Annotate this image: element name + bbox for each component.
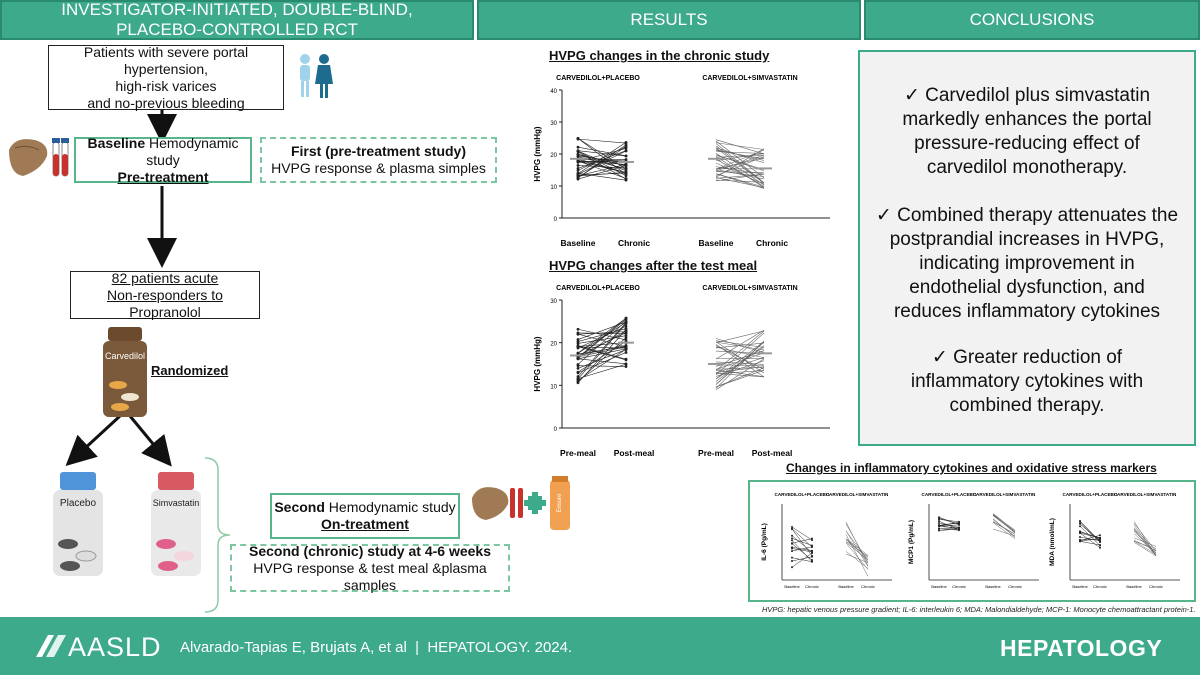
patient-point — [577, 169, 580, 172]
y-tick-label: 30 — [550, 121, 557, 127]
pretreatment-label: Pre-treatment — [117, 168, 209, 185]
patient-line — [716, 330, 764, 359]
patient-point — [791, 546, 793, 548]
journal-name: HEPATOLOGY — [1000, 635, 1163, 661]
x-tick-label: Baseline — [1126, 584, 1142, 589]
patient-point — [938, 528, 940, 530]
patient-point — [577, 149, 580, 152]
first-study-title: First (pre-treatment study) — [290, 143, 467, 159]
patient-point — [1079, 525, 1081, 527]
x-tick-label: Baseline — [838, 584, 854, 589]
x-tick-label: Chronic — [617, 238, 651, 248]
panel-label: CARVEDILOL+SIMVASTATIN — [825, 492, 889, 497]
second-chronic-box — [230, 544, 510, 592]
patient-point — [625, 362, 628, 365]
x-tick-label: Chronic — [1149, 584, 1163, 589]
patient-line — [1134, 529, 1156, 554]
patient-point — [811, 556, 813, 558]
patient-point — [1099, 547, 1101, 549]
patients-line-3: and no-previous bleeding — [87, 94, 245, 111]
chronic-chart-title: HVPG changes in the chronic study — [549, 48, 770, 63]
patients-people-icon — [295, 52, 335, 100]
panel-label: CARVEDILOL+PLACEBO — [774, 492, 830, 497]
simvastatin-label: Simvastatin — [152, 498, 200, 508]
x-tick-label: Baseline — [698, 238, 734, 248]
nonresponders-line-1: 82 patients acute — [111, 269, 219, 286]
patient-point — [577, 344, 580, 347]
y-axis-title: IL-6 (Pg/mL) — [761, 523, 768, 561]
patient-point — [1079, 521, 1081, 523]
chronic-study-chart — [530, 68, 850, 253]
patient-line — [1134, 525, 1156, 556]
patient-point — [577, 160, 580, 163]
patient-point — [577, 364, 580, 367]
simvastatin-bottle-icon — [148, 470, 204, 578]
nonresponders-box — [70, 271, 260, 319]
patients-box — [48, 45, 284, 110]
patient-point — [577, 174, 580, 177]
patient-line — [846, 542, 868, 559]
patient-point — [625, 358, 628, 361]
patient-line — [716, 353, 764, 370]
x-tick-label: Chronic — [1008, 584, 1022, 589]
patient-point — [577, 155, 580, 158]
patient-point — [791, 566, 793, 568]
panel-label: CARVEDILOL+PLACEBO — [556, 75, 640, 82]
patient-point — [1079, 523, 1081, 525]
x-tick-label: Baseline — [1072, 584, 1088, 589]
patient-point — [811, 538, 813, 540]
placebo-label: Placebo — [59, 498, 97, 509]
patient-point — [625, 155, 628, 158]
patient-point — [791, 539, 793, 541]
x-tick-label: Chronic — [1093, 584, 1107, 589]
patient-point — [625, 348, 628, 351]
mda-chart — [1046, 488, 1186, 598]
y-tick-label: 10 — [550, 185, 557, 191]
y-axis-title: MDA (nmol/mL) — [1049, 518, 1056, 566]
patient-point — [938, 522, 940, 524]
patient-point — [1099, 545, 1101, 547]
panel-label: CARVEDILOL+SIMVASTATIN — [702, 285, 798, 292]
second-chronic-title: Second (chronic) study at 4-6 weeks — [249, 542, 491, 559]
patient-point — [625, 150, 628, 153]
patient-point — [577, 340, 580, 343]
randomized-label: Randomized — [151, 363, 229, 378]
patient-point — [1099, 538, 1101, 540]
carvedilol-bottle-icon — [100, 325, 150, 420]
patient-line — [1080, 541, 1100, 545]
patient-point — [577, 328, 580, 331]
conclusion-3: ✓ Greater reduction of inflammatory cytokines with combined therapy. — [910, 347, 1144, 416]
x-tick-label: Pre-meal — [698, 448, 734, 458]
x-tick-label: Chronic — [861, 584, 875, 589]
patient-point — [577, 371, 580, 374]
patient-point — [791, 550, 793, 552]
patient-point — [958, 522, 960, 524]
patient-point — [1079, 530, 1081, 532]
panel-label: CARVEDILOL+SIMVASTATIN — [1113, 492, 1177, 497]
patient-point — [625, 172, 628, 175]
patient-point — [791, 535, 793, 537]
patient-point — [625, 344, 628, 347]
patient-point — [938, 516, 940, 518]
patient-point — [1079, 536, 1081, 538]
patient-point — [577, 153, 580, 156]
patient-point — [791, 526, 793, 528]
y-axis-title: HVPG (mmHg) — [533, 126, 542, 182]
mcp1-chart — [905, 488, 1045, 598]
y-tick-label: 10 — [550, 384, 557, 391]
patient-point — [625, 365, 628, 368]
patient-point — [577, 333, 580, 336]
panel-label: CARVEDILOL+PLACEBO — [556, 285, 640, 292]
x-tick-label: Chronic — [805, 584, 819, 589]
patient-line — [578, 138, 626, 169]
patient-point — [938, 520, 940, 522]
second-study-box — [270, 493, 460, 539]
patients-line-2: high-risk varices — [115, 77, 217, 94]
patient-line — [578, 139, 626, 143]
patient-point — [625, 177, 628, 180]
panel-label: CARVEDILOL+PLACEBO — [1062, 492, 1118, 497]
x-tick-label: Baseline — [985, 584, 1001, 589]
baseline-bold-label: Baseline — [87, 134, 146, 151]
patient-point — [577, 146, 580, 149]
cytokines-title: Changes in inflammatory cytokines and oxidative stress markers — [786, 461, 1157, 475]
first-study-box — [260, 137, 497, 183]
patient-point — [625, 317, 628, 320]
footer-bar — [0, 617, 1200, 675]
ensure-label: Ensure — [557, 493, 563, 513]
patient-point — [938, 526, 940, 528]
il6-chart — [758, 488, 898, 598]
panel-label: CARVEDILOL+SIMVASTATIN — [702, 75, 798, 82]
patient-point — [625, 330, 628, 333]
ontreatment-label: On-treatment — [321, 516, 409, 532]
second-bold-label: Second — [274, 499, 325, 515]
y-tick-label: 30 — [550, 299, 557, 305]
patient-point — [958, 524, 960, 526]
carvedilol-label: Carvedilol — [104, 351, 146, 361]
patient-point — [938, 518, 940, 520]
conclusions-panel — [858, 50, 1196, 446]
x-tick-label: Baseline — [931, 584, 947, 589]
x-tick-label: Pre-meal — [560, 448, 596, 458]
nonresponders-line-2: Non-responders to Propranolol — [107, 286, 223, 320]
y-tick-label: 0 — [553, 427, 557, 433]
baseline-study-box — [74, 134, 252, 185]
patient-point — [625, 351, 628, 354]
patient-point — [625, 321, 628, 324]
patient-point — [958, 529, 960, 531]
patient-point — [577, 379, 580, 382]
conclusions-header-label: CONCLUSIONS — [969, 10, 1095, 29]
patient-point — [1099, 534, 1101, 536]
patient-point — [577, 137, 580, 140]
patient-line — [1080, 539, 1100, 540]
patient-line — [716, 143, 764, 150]
first-study-subtitle: HVPG response & plasma simples — [271, 160, 486, 176]
conclusion-2: ✓ Combined therapy attenuates the postprandial increases in HVPG, indicating improvement in endothelial dysfunction, and reduces inflammatory cytokines — [875, 205, 1179, 322]
x-tick-label: Baseline — [560, 238, 596, 248]
patient-point — [577, 164, 580, 167]
patient-point — [791, 557, 793, 559]
meal-chart-title: HVPG changes after the test meal — [549, 258, 758, 273]
liver-tubes-icon — [5, 128, 73, 184]
abbreviations-note: HVPG: hepatic venous pressure gradient; IL-6: interleukin 6; MDA: Malondialdehyde; MCP-1: Monocyte chemoattractant protein-1. — [762, 605, 1196, 614]
y-axis-title: HVPG (mmHg) — [533, 336, 542, 392]
patient-point — [811, 559, 813, 561]
patient-point — [791, 560, 793, 562]
patient-line — [846, 540, 868, 558]
y-tick-label: 20 — [550, 153, 557, 159]
y-tick-label: 40 — [550, 89, 557, 95]
patient-point — [625, 327, 628, 330]
patient-line — [1134, 521, 1156, 555]
y-tick-label: 0 — [553, 217, 557, 223]
cytokines-panel — [748, 480, 1196, 602]
x-tick-label: Chronic — [952, 584, 966, 589]
baseline-rest-label: Hemodynamic study — [145, 134, 239, 168]
second-chronic-subtitle: HVPG response & test meal &plasma samples — [253, 559, 487, 593]
design-header-label: INVESTIGATOR-INITIATED, DOUBLE-BLIND, PLACEBO-CONTROLLED RCT — [61, 0, 413, 39]
patient-point — [625, 163, 628, 166]
placebo-bottle-icon — [50, 470, 106, 578]
panel-label: CARVEDILOL+SIMVASTATIN — [972, 492, 1036, 497]
liver-ensure-icon — [470, 474, 580, 534]
x-tick-label: Baseline — [784, 584, 800, 589]
citation-text: Alvarado-Tapias E, Brujats A, et al | HEPATOLOGY. 2024. — [180, 639, 573, 656]
y-axis-title: MCP1 (Pg/mL) — [908, 519, 915, 565]
patient-point — [811, 550, 813, 552]
patient-point — [577, 375, 580, 378]
aasld-logo-text: AASLD — [68, 632, 162, 662]
patient-point — [625, 168, 628, 171]
patient-point — [577, 367, 580, 370]
y-tick-label: 20 — [550, 341, 557, 348]
conclusion-1: ✓ Carvedilol plus simvastatin markedly enhances the portal pressure-reducing effect of carvedilol monotherapy. — [902, 85, 1152, 178]
test-meal-chart — [530, 278, 850, 463]
patient-point — [1099, 541, 1101, 543]
patient-point — [791, 537, 793, 539]
patient-point — [811, 546, 813, 548]
patient-point — [1079, 539, 1081, 541]
patient-point — [625, 141, 628, 144]
conclusions-header — [864, 0, 1200, 40]
results-header-label: RESULTS — [630, 10, 708, 29]
patient-point — [577, 178, 580, 181]
aasld-logo-icon — [34, 633, 68, 659]
patient-point — [791, 542, 793, 544]
patient-line — [578, 366, 626, 367]
panel-label: CARVEDILOL+PLACEBO — [921, 492, 977, 497]
x-tick-label: Chronic — [755, 238, 789, 248]
patient-line — [1134, 523, 1156, 551]
patient-point — [958, 527, 960, 529]
second-rest-label: Hemodynamic study — [324, 499, 456, 515]
patient-point — [625, 147, 628, 150]
x-tick-label: Post-meal — [613, 448, 655, 458]
patients-line-1: Patients with severe portal hypertension, — [83, 43, 249, 77]
x-tick-label: Post-meal — [751, 448, 793, 458]
